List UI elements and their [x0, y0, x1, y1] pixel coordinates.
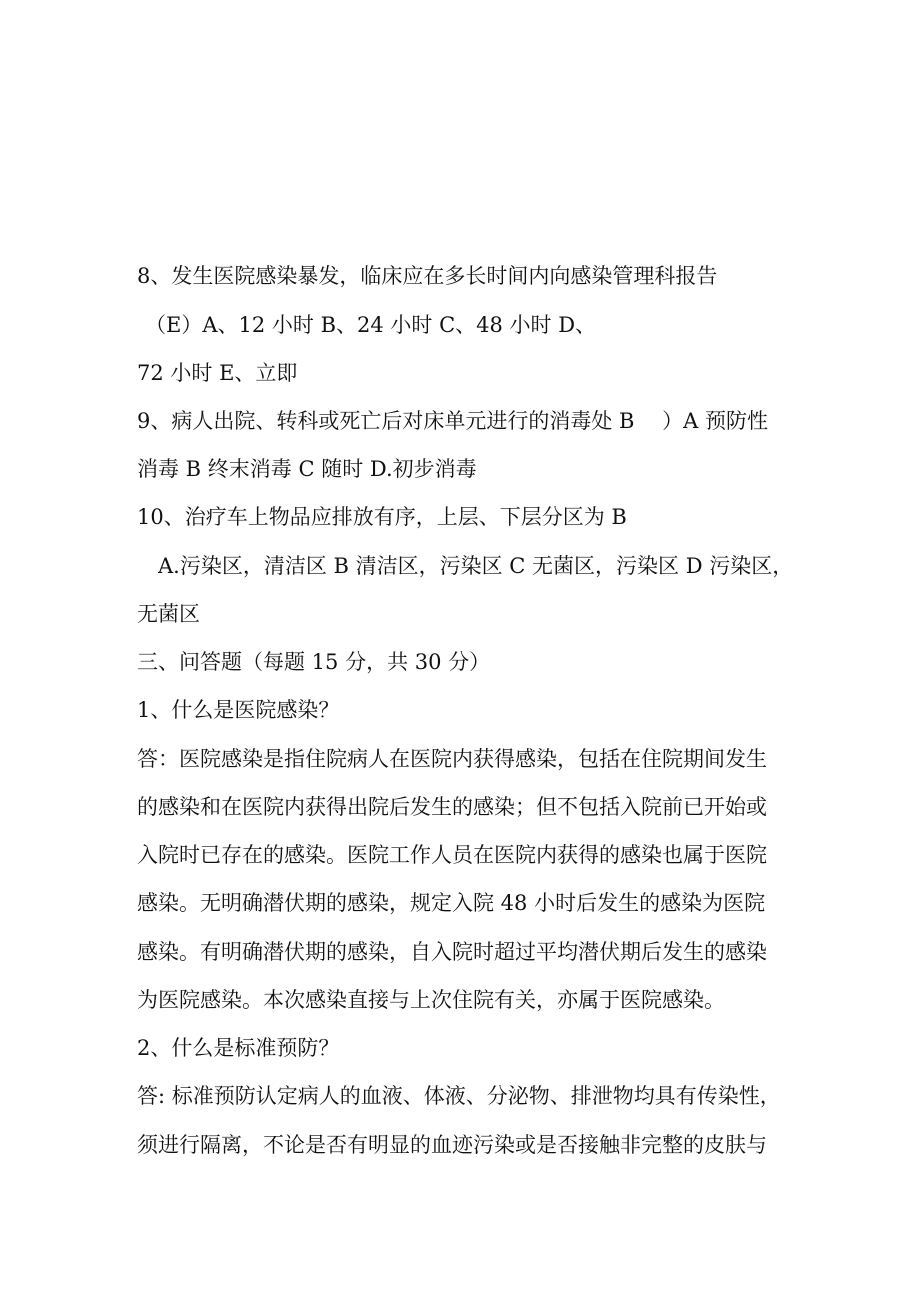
q9-question: 9、病人出院、转科或死亡后对床单元进行的消毒处 B ）A 预防性 — [137, 409, 768, 433]
q10-options-continued: 无菌区 — [137, 602, 200, 626]
q8-options-continued: 72 小时 E、立即 — [137, 361, 298, 385]
q10-question: 10、治疗车上物品应排放有序，上层、下层分区为 B — [137, 505, 627, 529]
qa2-answer-line: 答: 标准预防认定病人的血液、体液、分泌物、排泄物均具有传染性， — [137, 1084, 781, 1108]
qa1-question: 1、什么是医院感染？ — [137, 698, 340, 722]
section-heading: 三、问答题（每题 15 分，共 30 分） — [137, 650, 491, 674]
qa1-answer-line: 感染。无明确潜伏期的感染，规定入院 48 小时后发生的感染为医院 — [137, 891, 766, 915]
qa1-answer-line: 感染。有明确潜伏期的感染，自入院时超过平均潜伏期后发生的感染 — [137, 940, 767, 964]
qa1-answer-line: 为医院感染。本次感染直接与上次住院有关，亦属于医院感染。 — [137, 988, 725, 1012]
q9-question-continued: 消毒 B 终末消毒 C 随时 D.初步消毒 — [137, 457, 477, 481]
q10-options: A.污染区，清洁区 B 清洁区，污染区 C 无菌区，污染区 D 污染区， — [158, 554, 794, 578]
q8-question: 8、发生医院感染暴发，临床应在多长时间内向感染管理科报告 — [137, 264, 718, 288]
qa1-answer-line: 入院时已存在的感染。医院工作人员在医院内获得的感染也属于医院 — [137, 843, 767, 867]
qa2-question: 2、什么是标准预防？ — [137, 1036, 340, 1060]
q8-options: （E）A、12 小时 B、24 小时 C、48 小时 D、 — [145, 313, 597, 337]
qa1-answer-line: 答：医院感染是指住院病人在医院内获得感染，包括在住院期间发生 — [137, 747, 767, 771]
qa2-answer-line: 须进行隔离，不论是否有明显的血迹污染或是否接触非完整的皮肤与 — [137, 1133, 767, 1157]
qa1-answer-line: 的感染和在医院内获得出院后发生的感染；但不包括入院前已开始或 — [137, 795, 767, 819]
